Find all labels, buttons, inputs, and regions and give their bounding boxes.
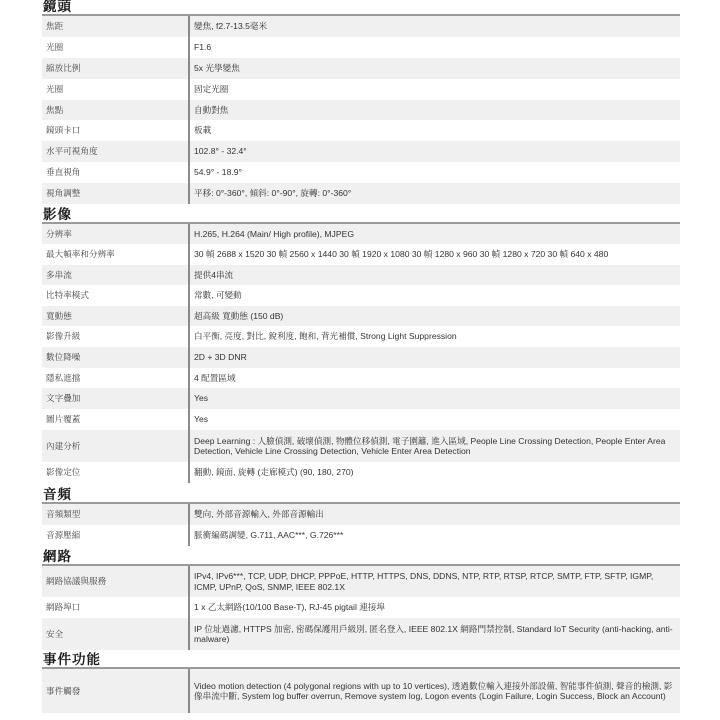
table-row [42,58,680,79]
spec-value: 雙向, 外部音源輸入, 外部音源輸出 [194,509,324,520]
table-row [42,244,680,265]
spec-value: 常數, 可變動 [194,290,242,301]
table-row [42,16,680,37]
spec-label: 事件觸發 [42,669,190,713]
spec-value: F1.6 [194,42,212,53]
spec-table [42,564,680,650]
spec-value: Yes [194,393,209,404]
spec-value: 白平衡, 亮度, 對比, 銳利度, 飽和, 背光補償, Strong Light Suppression [194,331,457,342]
spec-label: 水平可視角度 [42,141,190,162]
table-row [42,162,680,183]
spec-label: 影像升級 [42,326,190,347]
spec-value: 板載 [194,125,212,136]
spec-value: 5x 光學變焦 [194,63,240,74]
spec-value: 54.9° - 18.9° [194,167,242,178]
table-row [42,504,680,525]
table-row [42,618,680,650]
spec-value: 4 配置區域 [194,372,236,383]
spec-value: Video motion detection (4 polygonal regions with up to 10 vertices), 透過數位輸入連接外部設備, 智能事件偵測, 聲音的檢測, 影像串流中斷, System log buffer overrun, Remove system log, Logon events (Login Failure, Login Success, Block an Account) [194,680,673,701]
spec-value: 超高級 寬動態 (150 dB) [194,310,284,321]
spec-label: 網路協議與服務 [42,566,190,597]
spec-value: 提供4串流 [194,269,234,280]
table-row [42,409,680,430]
spec-label: 光圈 [42,79,190,100]
spec-value: 自動對焦 [194,104,229,115]
spec-value: IPv4, IPv6***, TCP, UDP, DHCP, PPPoE, HTTP, HTTPS, DNS, DDNS, NTP, RTP, RTSP, RTCP, SMTP, FTP, SFTP, IGMP, ICMP, UPnP, QoS, SNMP, IEEE 802.1X [194,571,654,592]
spec-label: 焦點 [42,100,190,120]
spec-label: 網路埠口 [42,597,190,618]
section-title: 事件功能 [43,652,101,667]
spec-table [42,222,680,483]
spec-value: 平移: 0°-360°, 傾斜: 0°-90°, 旋轉: 0°-360° [194,188,352,199]
spec-label: 最大幀率和分辨率 [42,244,190,265]
table-row [42,462,680,483]
table-row [42,347,680,368]
spec-label: 影像定位 [42,462,190,483]
table-row [42,100,680,120]
spec-value: 翻動, 鏡面, 旋轉 (走廊模式) (90, 180, 270) [194,467,354,478]
table-row [42,79,680,100]
spec-table [42,667,680,713]
spec-value: 脈衝編碼調變, G.711, AAC***, G.726*** [194,530,344,541]
spec-value: 變焦, f2.7-13.5毫米 [194,21,268,32]
table-row [42,326,680,347]
spec-value: Yes [194,414,209,425]
spec-value: IP 位址過濾, HTTPS 加密, 密碼保護用戶級別, 匿名登入, IEEE 802.1X 網路門禁控制, Standard IoT Security (anti-hacking, anti-malware) [194,623,673,644]
spec-label: 音頻類型 [42,504,190,525]
section-title: 影像 [43,207,72,222]
spec-label: 焦距 [42,16,190,37]
spec-label: 寬動態 [42,306,190,326]
spec-value: Deep Learning : 人臉偵測, 破壞偵測, 物體位移偵測, 電子圍籬, 進入區域, People Line Crossing Detection, People Enter Area Detection, Vehicle Line Crossing Detection, Vehicle Enter Area Detection [194,435,666,456]
spec-value: 30 幀 2688 x 1520 30 幀 2560 x 1440 30 幀 1920 x 1080 30 幀 1280 x 960 30 幀 1280 x 720 30 幀 640 x 480 [194,249,609,260]
spec-label: 分辨率 [42,224,190,244]
spec-label: 垂直視角 [42,162,190,183]
section-title: 音頻 [43,487,72,502]
table-row [42,120,680,141]
spec-label: 圖片覆蓋 [42,409,190,430]
section-title: 網路 [43,549,72,564]
spec-label: 鏡頭卡口 [42,120,190,141]
spec-label: 內建分析 [42,430,190,462]
table-row [42,306,680,326]
spec-label: 安全 [42,618,190,650]
spec-label: 數位降噪 [42,347,190,368]
spec-label: 縮放比例 [42,58,190,79]
spec-value: 2D + 3D DNR [194,352,247,363]
table-row [42,265,680,285]
spec-value: 固定光圈 [194,84,229,95]
table-row [42,37,680,58]
spec-sheet [42,0,680,713]
spec-label: 光圈 [42,37,190,58]
spec-label: 視角調整 [42,183,190,204]
table-row [42,141,680,162]
spec-label: 隱私遮擋 [42,368,190,388]
spec-value: 102.8° - 32.4° [194,146,247,157]
spec-value: H.265, H.264 (Main/ High profile), MJPEG [194,228,354,239]
spec-label: 音源壓縮 [42,525,190,546]
table-row [42,525,680,546]
spec-label: 文字疊加 [42,388,190,409]
table-row [42,183,680,204]
table-row [42,285,680,306]
table-row [42,368,680,388]
table-row [42,430,680,462]
spec-label: 比特率模式 [42,285,190,306]
table-row [42,597,680,618]
table-row [42,388,680,409]
spec-table [42,14,680,204]
table-row [42,566,680,597]
section-title: 鏡頭 [43,0,72,14]
table-row [42,224,680,244]
spec-table [42,502,680,546]
table-row [42,669,680,713]
spec-label: 多串流 [42,265,190,285]
spec-value: 1 x 乙太網路(10/100 Base-T), RJ-45 pigtail 連接埠 [194,602,386,613]
